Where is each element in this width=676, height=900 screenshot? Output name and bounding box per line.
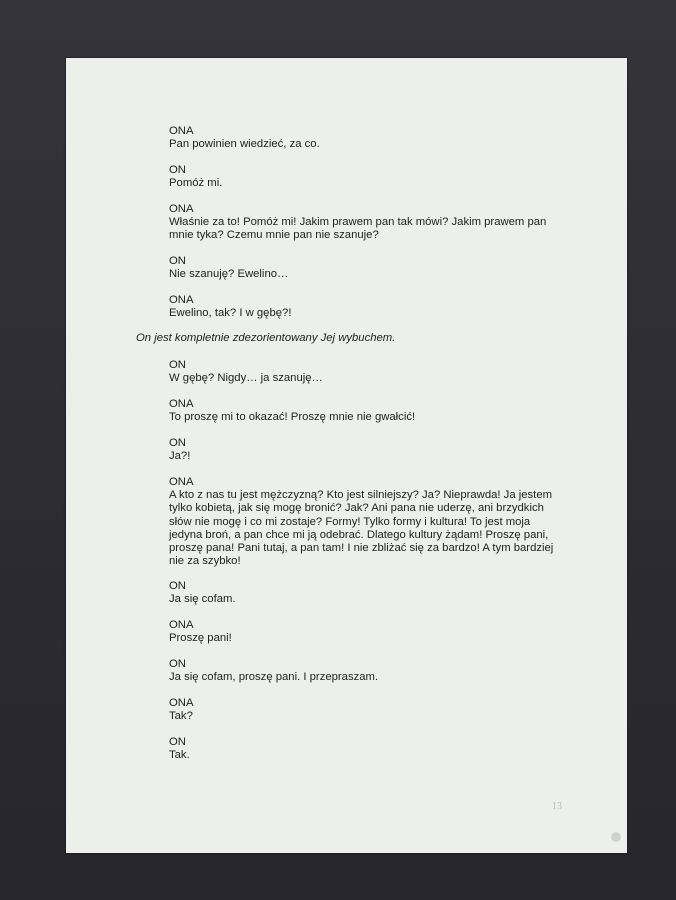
dialogue-line: W gębę? Nigdy… ja szanuję… <box>169 372 323 385</box>
speaker-name: ONA <box>169 619 194 631</box>
dialogue-block <box>169 697 569 723</box>
dialogue-block <box>169 203 569 243</box>
dialogue-block <box>169 619 569 645</box>
dialogue-block <box>169 476 569 568</box>
speaker-name: ONA <box>169 125 194 137</box>
dialogue-line: A kto z nas tu jest mężczyzną? Kto jest silniejszy? Ja? Nieprawda! Ja jestem <box>169 489 553 502</box>
dialogue-line: Pomóż mi. <box>169 177 223 190</box>
dialogue-line: To proszę mi to okazać! Proszę mnie nie gwałcić! <box>169 411 416 424</box>
dialogue-line: Tak? <box>169 710 193 723</box>
dialogue-line: proszę pana! Pani tutaj, a pan tam! I nie zbliżać się za bardzo! A tym bardziej <box>169 542 554 555</box>
speaker-name: ONA <box>169 697 194 709</box>
scan-artifact <box>611 832 621 842</box>
speaker-name: ONA <box>169 294 194 306</box>
dialogue-block <box>169 736 569 762</box>
speaker-name: ONA <box>169 476 194 488</box>
dialogue-line: słów nie mogę i co mi zostaje? Formy! Tylko formy i kultura! To jest moja <box>169 515 531 528</box>
dialogue-line: Ja?! <box>169 450 191 463</box>
dialogue-block <box>169 164 569 190</box>
dialogue-line: Ja się cofam, proszę pani. I przepraszam. <box>169 671 379 684</box>
dialogue-line: Proszę pani! <box>169 632 232 645</box>
dialogue-line: Ja się cofam. <box>169 593 236 606</box>
dialogue-block <box>169 125 569 151</box>
dialogue-block <box>169 658 569 684</box>
dialogue-block <box>169 437 569 463</box>
dialogue-line: Ewelino, tak? I w gębę?! <box>169 307 292 320</box>
dialogue-block <box>169 580 569 606</box>
speaker-name: ON <box>169 580 186 592</box>
speaker-name: ON <box>169 437 186 449</box>
dialogue-line: mnie tyka? Czemu mnie pan nie szanuje? <box>169 229 379 242</box>
speaker-name: ON <box>169 255 186 267</box>
stage-direction: On jest kompletnie zdezorientowany Jej wybuchem. <box>136 332 396 344</box>
speaker-name: ON <box>169 164 186 176</box>
dialogue-block <box>169 359 569 385</box>
dialogue-line: Właśnie za to! Pomóż mi! Jakim prawem pan tak mówi? Jakim prawem pan <box>169 216 547 229</box>
page-number: 13 <box>552 801 562 812</box>
dialogue-line: nie za szybko! <box>169 555 241 568</box>
dialogue-line: Nie szanuję? Ewelino… <box>169 268 289 281</box>
speaker-name: ONA <box>169 203 194 215</box>
speaker-name: ON <box>169 736 186 748</box>
speaker-name: ON <box>169 359 186 371</box>
dialogue-line: tylko kobietą, jak się mogę bronić? Jak? Ani pana nie uderzę, ani brzydkich <box>169 502 544 515</box>
dialogue-line: jedyna broń, a pan chce mi ją odebrać. Dlatego kultury żądam! Proszę pani, <box>169 528 549 541</box>
dialogue-block <box>169 255 569 281</box>
dialogue-line: Pan powinien wiedzieć, za co. <box>169 138 320 151</box>
dialogue-block <box>169 398 569 424</box>
speaker-name: ONA <box>169 398 194 410</box>
dialogue-block <box>169 294 569 320</box>
dialogue-line: Tak. <box>169 749 190 762</box>
speaker-name: ON <box>169 658 186 670</box>
script-page <box>66 58 627 853</box>
